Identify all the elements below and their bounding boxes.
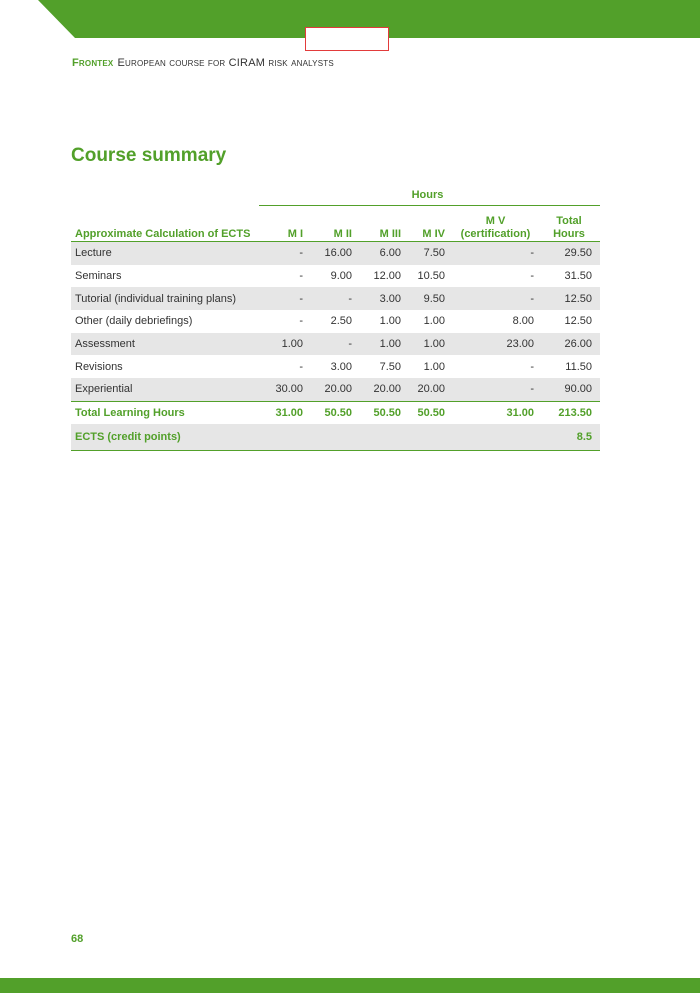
running-header xyxy=(72,57,334,69)
annotation-box xyxy=(305,27,389,51)
table-row xyxy=(71,287,600,310)
column-header-m2: M II xyxy=(311,206,360,242)
column-header-m4: M IV xyxy=(409,206,453,242)
table-row xyxy=(71,310,600,333)
table-row xyxy=(71,378,600,401)
cell-m1: - xyxy=(259,287,311,310)
cell-m2: 3.00 xyxy=(330,360,352,373)
table-row xyxy=(71,265,600,288)
cell-m1: - xyxy=(259,242,311,265)
cell-m3: 12.00 xyxy=(373,270,401,283)
cell-m3: 6.00 xyxy=(360,242,409,265)
cell-m5: - xyxy=(453,378,542,401)
table-row xyxy=(71,333,600,356)
cell-total: 90.00 xyxy=(542,378,600,401)
cell-m2: 2.50 xyxy=(330,315,352,328)
cell-total: 11.50 xyxy=(565,360,592,373)
cell-m4: 7.50 xyxy=(409,242,453,265)
cell-m1: - xyxy=(299,270,303,283)
total-m2: 50.50 xyxy=(311,401,360,424)
cell-m5: - xyxy=(530,270,534,283)
cell-m3: 7.50 xyxy=(379,360,401,373)
total-m5: 31.00 xyxy=(453,401,542,424)
cell-m5: - xyxy=(530,360,534,373)
cell-m2: - xyxy=(311,333,360,356)
cell-m1: - xyxy=(299,360,303,373)
cell-m4: 20.00 xyxy=(409,378,453,401)
ects-value: 8.5 xyxy=(542,424,600,451)
total-all: 213.50 xyxy=(542,401,600,424)
row-label: Assessment xyxy=(71,333,259,356)
cell-m3: 20.00 xyxy=(360,378,409,401)
column-header-m1: M I xyxy=(259,206,311,242)
cell-m4: 10.50 xyxy=(417,270,445,283)
total-hours-row xyxy=(71,401,600,424)
page-number: 68 xyxy=(71,933,84,945)
cell-m5: - xyxy=(453,287,542,310)
bottom-color-band xyxy=(0,978,700,993)
column-header-total: Total Hours xyxy=(542,206,600,242)
table-row xyxy=(71,355,600,378)
total-m3: 50.50 xyxy=(360,401,409,424)
cell-m3: 1.00 xyxy=(360,333,409,356)
cell-total: 26.00 xyxy=(542,333,600,356)
total-label: Total Learning Hours xyxy=(71,401,259,424)
cell-m2: 20.00 xyxy=(311,378,360,401)
cell-m2: - xyxy=(311,287,360,310)
cell-total: 29.50 xyxy=(542,242,600,265)
cell-m1: 30.00 xyxy=(259,378,311,401)
cell-total: 12.50 xyxy=(542,287,600,310)
cell-m5: 23.00 xyxy=(453,333,542,356)
total-m1: 31.00 xyxy=(259,401,311,424)
table-row xyxy=(71,242,600,265)
row-label: Experiential xyxy=(71,378,259,401)
cell-m4: 9.50 xyxy=(409,287,453,310)
cell-total: 12.50 xyxy=(564,315,592,328)
cell-m1: 1.00 xyxy=(259,333,311,356)
row-label: Other (daily debriefings) xyxy=(75,315,193,328)
cell-m3: 3.00 xyxy=(360,287,409,310)
row-label: Lecture xyxy=(71,242,259,265)
row-label: Tutorial (individual training plans) xyxy=(71,287,259,310)
cell-m2: 16.00 xyxy=(311,242,360,265)
header-course-title: European course for CIRAM risk analysts xyxy=(117,57,334,69)
cell-m3: 1.00 xyxy=(379,315,401,328)
ects-summary-table xyxy=(71,185,600,451)
ects-label: ECTS (credit points) xyxy=(71,424,259,451)
cell-m4: 1.00 xyxy=(409,333,453,356)
cell-m5: 8.00 xyxy=(512,315,534,328)
cell-m1: - xyxy=(299,315,303,328)
cell-m2: 9.00 xyxy=(330,270,352,283)
table-header-row xyxy=(71,206,600,242)
table-group-header-row xyxy=(71,185,600,206)
hours-group-header: Hours xyxy=(259,185,600,206)
cell-m4: 1.00 xyxy=(423,360,445,373)
column-header-m3: M III xyxy=(360,206,409,242)
row-label: Revisions xyxy=(75,360,123,373)
header-brand: Frontex xyxy=(72,57,114,69)
page-title: Course summary xyxy=(71,145,227,166)
row-label: Seminars xyxy=(75,270,122,283)
column-header-m5: M V (certification) xyxy=(453,206,542,242)
cell-m4: 1.00 xyxy=(423,315,445,328)
column-header-activity: Approximate Calculation of ECTS xyxy=(71,206,259,242)
ects-row xyxy=(71,424,600,451)
total-m4: 50.50 xyxy=(409,401,453,424)
cell-total: 31.50 xyxy=(564,270,592,283)
cell-m5: - xyxy=(453,242,542,265)
